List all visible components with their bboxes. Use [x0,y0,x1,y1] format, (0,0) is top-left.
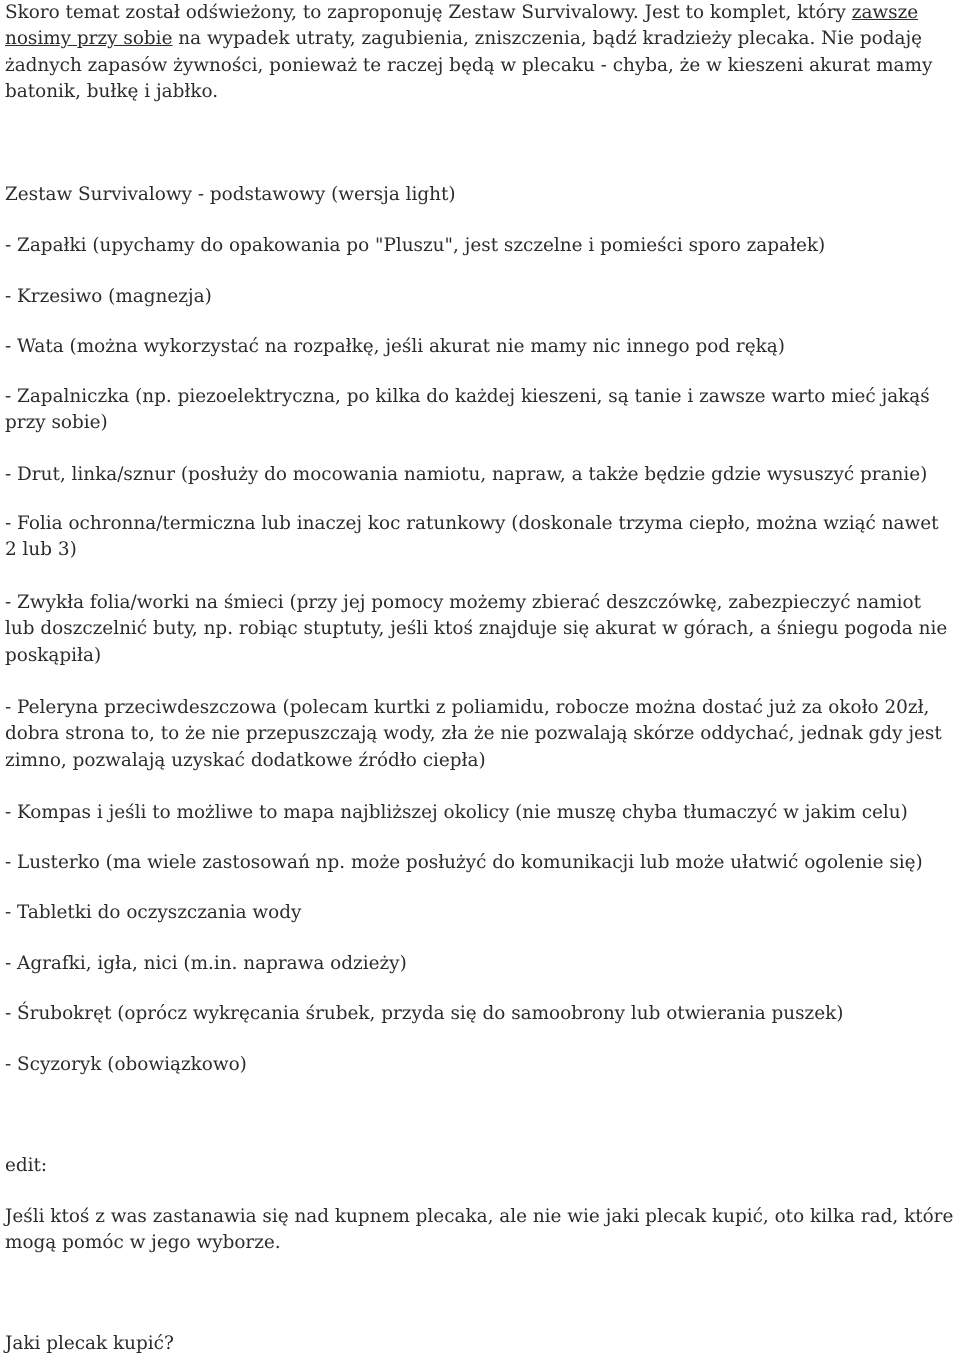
list-item-flint: - Krzesiwo (magnezja) [5,286,212,307]
list-item-water-tablets: - Tabletki do oczyszczania wody [5,902,302,923]
edit-paragraph: Jeśli ktoś z was zastanawia się nad kupnem plecaka, ale nie wie jaki plecak kupić, oto kilka rad, które mogą pomóc w jego wyborze. [5,1206,954,1254]
list-item-mirror: - Lusterko (ma wiele zastosowań np. może posłużyć do komunikacji lub może ułatwić ogolenie się) [5,852,923,873]
list-item-wire-cord: - Drut, linka/sznur (posłuży do mocowania namiotu, napraw, a także będzie gdzie wysuszyć pranie) [5,464,928,485]
list-item-matches: - Zapałki (upychamy do opakowania po "Pluszu", jest szczelne i pomieści sporo zapałek) [5,235,826,256]
kit-title: Zestaw Survivalowy - podstawowy (wersja light) [5,184,456,205]
list-item-lighter: - Zapalniczka (np. piezoelektryczna, po kilka do każdej kieszeni, są tanie i zawsze warto mieć jakąś przy sobie) [5,386,930,434]
intro-link[interactable]: zawsze nosimy przy sobie [5,2,919,50]
intro-text-end: na wypadek utraty, zagubienia, zniszczenia, bądź kradzieży plecaka. Nie podaję żadnych zapasów żywności, ponieważ te raczej będą w plecaku - chyba, że w kieszeni akurat mamy batonik, bułkę i jabłko. [5,28,933,102]
list-item-compass: - Kompas i jeśli to możliwe to mapa najbliższej okolicy (nie muszę chyba tłumaczyć w jakim celu) [5,802,908,823]
list-item-pocketknife: - Scyzoryk (obowiązkowo) [5,1054,247,1075]
list-item-rescue-blanket: - Folia ochronna/termiczna lub inaczej koc ratunkowy (doskonale trzyma ciepło, można wziąć nawet 2 lub 3) [5,513,939,561]
list-item-cotton: - Wata (można wykorzystać na rozpałkę, jeśli akurat nie mamy nic innego pod ręką) [5,336,785,357]
intro-text-start: Skoro temat został odświeżony, to zaproponuję Zestaw Survivalowy. Jest to komplet, który [5,2,852,23]
list-item-raincoat: - Peleryna przeciwdeszczowa (polecam kurtki z poliamidu, robocze można dostać już za około 20zł, dobra strona to, to że nie przepuszczają wody, zła że nie pozwalają skórze oddychać, jednak gdy jest zimno, pozwalają uzyskać dodatkowe źródło ciepła) [5,697,942,771]
edit-label: edit: [5,1155,48,1176]
list-item-screwdriver: - Śrubokręt (oprócz wykręcania śrubek, przyda się do samoobrony lub otwierania puszek) [5,1003,844,1024]
section-heading: Jaki plecak kupić? [5,1333,174,1354]
list-item-trash-bags: - Zwykła folia/worki na śmieci (przy jej pomocy możemy zbierać deszczówkę, zabezpieczyć namiot lub doszczelnić buty, np. robiąc stuptuty, jeśli ktoś znajduje się akurat w górach, a śniegu pogoda nie poskąpiła) [5,592,948,666]
list-item-sewing-kit: - Agrafki, igła, nici (m.in. naprawa odzieży) [5,953,407,974]
intro-paragraph [5,0,955,105]
